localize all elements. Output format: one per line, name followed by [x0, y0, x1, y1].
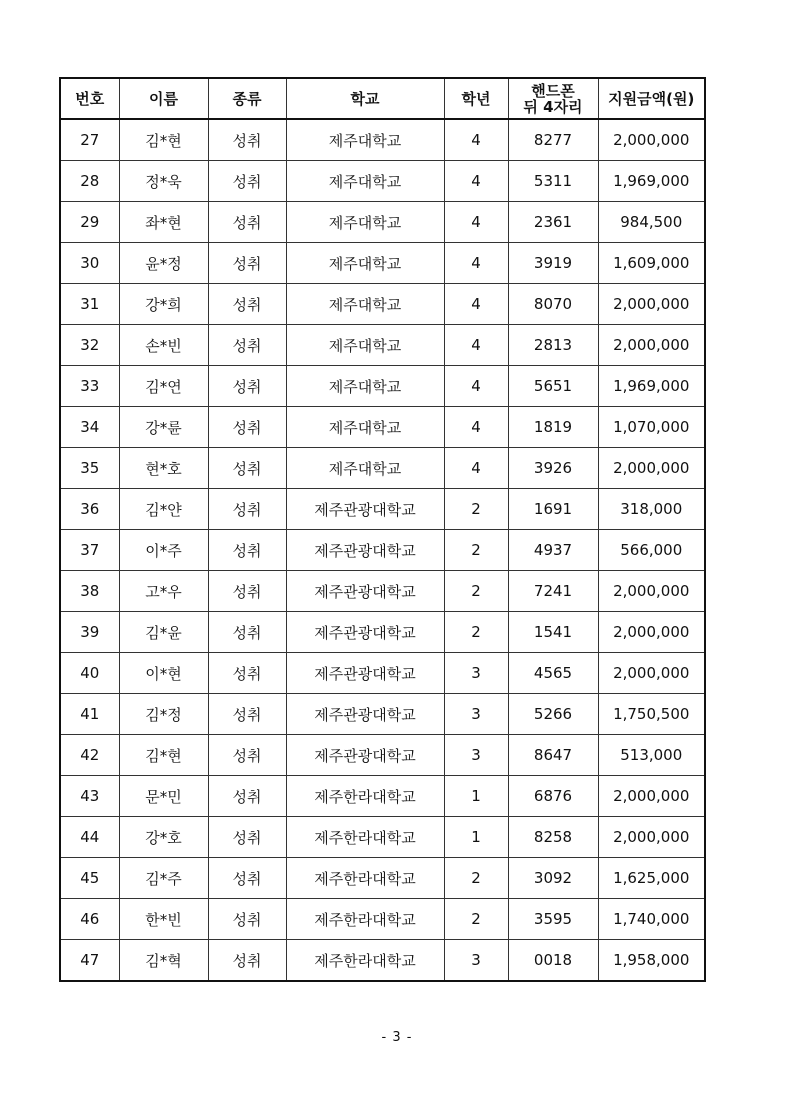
cell-amount: 2,000,000: [598, 817, 705, 858]
table-row: [60, 940, 705, 982]
cell-type: 성취: [208, 489, 286, 530]
cell-school: 제주대학교: [286, 161, 444, 202]
cell-school: 제주관광대학교: [286, 735, 444, 776]
cell-no: 29: [60, 202, 119, 243]
cell-school: 제주한라대학교: [286, 817, 444, 858]
cell-no: 44: [60, 817, 119, 858]
cell-school: 제주대학교: [286, 202, 444, 243]
cell-type: 성취: [208, 940, 286, 982]
cell-grade: 4: [444, 448, 508, 489]
cell-no: 41: [60, 694, 119, 735]
cell-phone-last4: 1541: [508, 612, 598, 653]
cell-phone-last4: 8070: [508, 284, 598, 325]
cell-no: 32: [60, 325, 119, 366]
header-name: 이름: [119, 78, 208, 119]
cell-name: 강*호: [119, 817, 208, 858]
header-row: [60, 78, 705, 119]
header-phone-line1: 핸드폰: [531, 81, 575, 100]
cell-school: 제주대학교: [286, 448, 444, 489]
cell-no: 43: [60, 776, 119, 817]
cell-amount: 513,000: [598, 735, 705, 776]
cell-name: 이*현: [119, 653, 208, 694]
cell-amount: 1,609,000: [598, 243, 705, 284]
cell-grade: 4: [444, 202, 508, 243]
header-amount: 지원금액(원): [598, 78, 705, 119]
cell-school: 제주관광대학교: [286, 571, 444, 612]
cell-no: 46: [60, 899, 119, 940]
cell-type: 성취: [208, 530, 286, 571]
table-header: [60, 78, 705, 119]
cell-phone-last4: 0018: [508, 940, 598, 982]
cell-grade: 4: [444, 284, 508, 325]
scholarship-table-container: [59, 77, 706, 982]
cell-grade: 2: [444, 530, 508, 571]
cell-type: 성취: [208, 202, 286, 243]
cell-type: 성취: [208, 407, 286, 448]
cell-phone-last4: 4565: [508, 653, 598, 694]
cell-amount: 2,000,000: [598, 776, 705, 817]
cell-phone-last4: 2361: [508, 202, 598, 243]
cell-grade: 4: [444, 325, 508, 366]
cell-type: 성취: [208, 858, 286, 899]
cell-name: 강*륜: [119, 407, 208, 448]
cell-grade: 3: [444, 940, 508, 982]
cell-amount: 1,750,500: [598, 694, 705, 735]
table-row: [60, 899, 705, 940]
cell-amount: 2,000,000: [598, 448, 705, 489]
cell-grade: 3: [444, 735, 508, 776]
cell-grade: 1: [444, 776, 508, 817]
cell-type: 성취: [208, 817, 286, 858]
cell-school: 제주대학교: [286, 284, 444, 325]
cell-school: 제주관광대학교: [286, 489, 444, 530]
cell-school: 제주한라대학교: [286, 776, 444, 817]
cell-no: 45: [60, 858, 119, 899]
table-row: [60, 161, 705, 202]
cell-phone-last4: 2813: [508, 325, 598, 366]
cell-phone-last4: 3919: [508, 243, 598, 284]
cell-school: 제주대학교: [286, 325, 444, 366]
cell-type: 성취: [208, 899, 286, 940]
table-row: [60, 119, 705, 161]
cell-no: 35: [60, 448, 119, 489]
cell-name: 김*윤: [119, 612, 208, 653]
header-school: 학교: [286, 78, 444, 119]
cell-type: 성취: [208, 694, 286, 735]
cell-phone-last4: 1819: [508, 407, 598, 448]
cell-type: 성취: [208, 366, 286, 407]
cell-name: 윤*정: [119, 243, 208, 284]
cell-grade: 4: [444, 407, 508, 448]
table-row: [60, 735, 705, 776]
table-row: [60, 202, 705, 243]
cell-no: 30: [60, 243, 119, 284]
cell-type: 성취: [208, 119, 286, 161]
cell-no: 28: [60, 161, 119, 202]
cell-grade: 2: [444, 489, 508, 530]
cell-name: 김*현: [119, 735, 208, 776]
cell-grade: 2: [444, 858, 508, 899]
cell-name: 문*민: [119, 776, 208, 817]
cell-type: 성취: [208, 653, 286, 694]
cell-phone-last4: 8258: [508, 817, 598, 858]
table-row: [60, 776, 705, 817]
cell-school: 제주대학교: [286, 243, 444, 284]
header-type: 종류: [208, 78, 286, 119]
cell-school: 제주대학교: [286, 366, 444, 407]
table-row: [60, 858, 705, 899]
cell-phone-last4: 5266: [508, 694, 598, 735]
cell-grade: 2: [444, 899, 508, 940]
cell-school: 제주대학교: [286, 407, 444, 448]
cell-no: 34: [60, 407, 119, 448]
cell-no: 47: [60, 940, 119, 982]
cell-grade: 4: [444, 366, 508, 407]
cell-school: 제주대학교: [286, 119, 444, 161]
cell-amount: 1,958,000: [598, 940, 705, 982]
cell-type: 성취: [208, 612, 286, 653]
cell-phone-last4: 8277: [508, 119, 598, 161]
cell-type: 성취: [208, 776, 286, 817]
cell-amount: 1,740,000: [598, 899, 705, 940]
table-row: [60, 653, 705, 694]
cell-school: 제주한라대학교: [286, 899, 444, 940]
table-row: [60, 407, 705, 448]
table-row: [60, 284, 705, 325]
cell-name: 손*빈: [119, 325, 208, 366]
cell-amount: 318,000: [598, 489, 705, 530]
header-no: 번호: [60, 78, 119, 119]
cell-phone-last4: 3595: [508, 899, 598, 940]
cell-amount: 566,000: [598, 530, 705, 571]
table-row: [60, 243, 705, 284]
table-row: [60, 489, 705, 530]
cell-name: 좌*현: [119, 202, 208, 243]
cell-amount: 2,000,000: [598, 571, 705, 612]
cell-no: 42: [60, 735, 119, 776]
cell-amount: 1,070,000: [598, 407, 705, 448]
table-row: [60, 448, 705, 489]
header-phone-line2: 뒤 4자리: [523, 97, 583, 116]
table-row: [60, 571, 705, 612]
cell-type: 성취: [208, 284, 286, 325]
cell-no: 36: [60, 489, 119, 530]
cell-grade: 4: [444, 119, 508, 161]
scholarship-table: [59, 77, 706, 982]
cell-name: 김*정: [119, 694, 208, 735]
cell-no: 40: [60, 653, 119, 694]
cell-grade: 3: [444, 694, 508, 735]
cell-name: 이*주: [119, 530, 208, 571]
cell-no: 31: [60, 284, 119, 325]
cell-amount: 2,000,000: [598, 612, 705, 653]
cell-no: 39: [60, 612, 119, 653]
table-row: [60, 612, 705, 653]
cell-school: 제주관광대학교: [286, 694, 444, 735]
cell-phone-last4: 8647: [508, 735, 598, 776]
cell-amount: 984,500: [598, 202, 705, 243]
cell-type: 성취: [208, 161, 286, 202]
cell-name: 현*호: [119, 448, 208, 489]
cell-phone-last4: 5311: [508, 161, 598, 202]
cell-school: 제주관광대학교: [286, 612, 444, 653]
cell-phone-last4: 4937: [508, 530, 598, 571]
cell-grade: 3: [444, 653, 508, 694]
cell-grade: 1: [444, 817, 508, 858]
cell-grade: 4: [444, 243, 508, 284]
cell-phone-last4: 3092: [508, 858, 598, 899]
cell-amount: 2,000,000: [598, 284, 705, 325]
cell-type: 성취: [208, 571, 286, 612]
cell-phone-last4: 3926: [508, 448, 598, 489]
cell-grade: 2: [444, 571, 508, 612]
cell-phone-last4: 5651: [508, 366, 598, 407]
cell-type: 성취: [208, 243, 286, 284]
cell-grade: 4: [444, 161, 508, 202]
cell-amount: 2,000,000: [598, 119, 705, 161]
cell-school: 제주관광대학교: [286, 530, 444, 571]
table-row: [60, 325, 705, 366]
cell-name: 김*연: [119, 366, 208, 407]
cell-name: 정*욱: [119, 161, 208, 202]
cell-name: 김*현: [119, 119, 208, 161]
cell-name: 김*혁: [119, 940, 208, 982]
cell-amount: 1,969,000: [598, 366, 705, 407]
cell-amount: 1,625,000: [598, 858, 705, 899]
cell-type: 성취: [208, 735, 286, 776]
table-row: [60, 366, 705, 407]
cell-school: 제주한라대학교: [286, 940, 444, 982]
page-number: - 3 -: [381, 1030, 413, 1045]
cell-type: 성취: [208, 448, 286, 489]
header-phone: [508, 78, 598, 119]
cell-amount: 2,000,000: [598, 325, 705, 366]
cell-name: 한*빈: [119, 899, 208, 940]
cell-phone-last4: 6876: [508, 776, 598, 817]
cell-no: 27: [60, 119, 119, 161]
cell-name: 김*얀: [119, 489, 208, 530]
cell-amount: 1,969,000: [598, 161, 705, 202]
cell-type: 성취: [208, 325, 286, 366]
cell-school: 제주관광대학교: [286, 653, 444, 694]
cell-no: 37: [60, 530, 119, 571]
cell-no: 38: [60, 571, 119, 612]
cell-name: 고*우: [119, 571, 208, 612]
cell-no: 33: [60, 366, 119, 407]
cell-name: 김*주: [119, 858, 208, 899]
header-grade: 학년: [444, 78, 508, 119]
table-row: [60, 817, 705, 858]
cell-name: 강*희: [119, 284, 208, 325]
cell-grade: 2: [444, 612, 508, 653]
table-row: [60, 694, 705, 735]
cell-amount: 2,000,000: [598, 653, 705, 694]
cell-phone-last4: 1691: [508, 489, 598, 530]
table-body: [60, 119, 705, 981]
cell-school: 제주한라대학교: [286, 858, 444, 899]
table-row: [60, 530, 705, 571]
cell-phone-last4: 7241: [508, 571, 598, 612]
